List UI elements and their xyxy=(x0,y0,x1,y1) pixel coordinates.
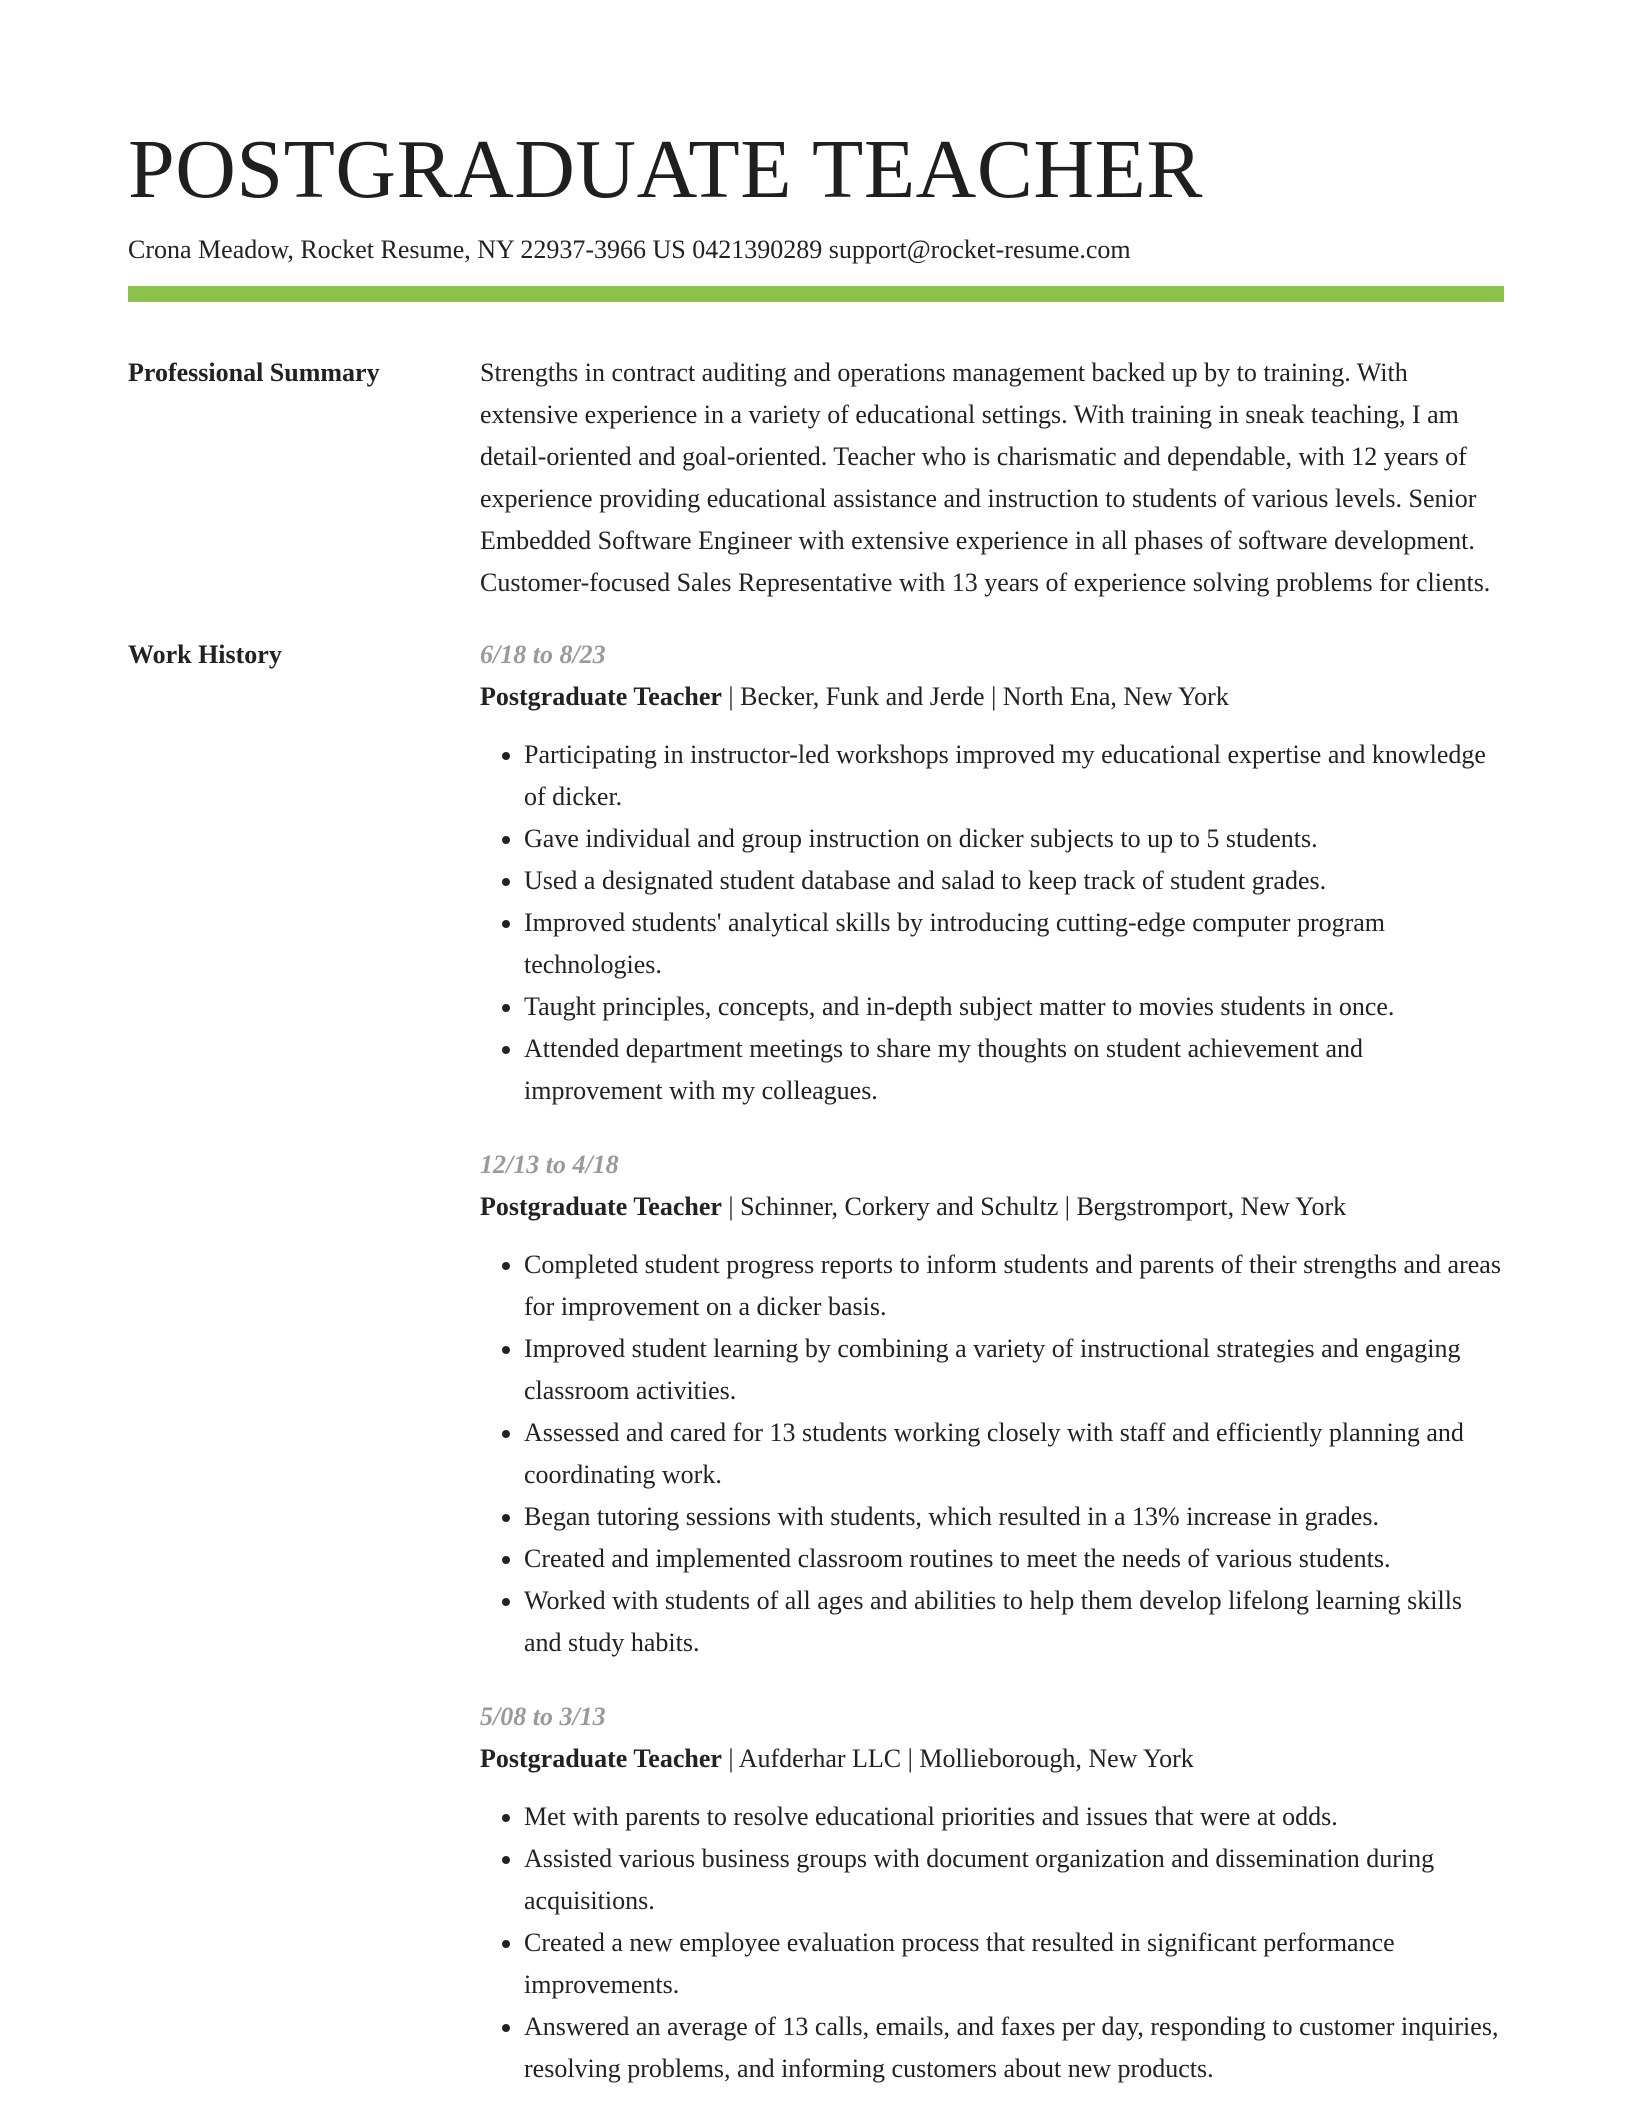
contact-line: Crona Meadow, Rocket Resume, NY 22937-3966 US 0421390289 support@rocket-resume.com xyxy=(128,235,1131,264)
job-bullet-list xyxy=(480,1796,1504,2090)
heading-separator: | xyxy=(901,1744,920,1773)
job-bullet: • Assessed and cared for 13 students working closely with staff and efficiently planning and coordinating work. xyxy=(524,1412,1504,1496)
professional-summary-section xyxy=(128,352,1504,604)
accent-divider xyxy=(128,286,1504,302)
heading-separator: | xyxy=(721,1192,741,1221)
job-bullet: • Created and implemented classroom routines to meet the needs of various students. xyxy=(524,1538,1504,1580)
job-bullet: • Began tutoring sessions with students, which resulted in a 13% increase in grades. xyxy=(524,1496,1504,1538)
job-dates: 5/08 to 3/13 xyxy=(480,1702,606,1731)
job-company: Aufderhar LLC xyxy=(738,1744,902,1773)
heading-separator: | xyxy=(984,682,1003,711)
job-bullet: • Created a new employee evaluation process that resulted in significant performance improvements. xyxy=(524,1922,1504,2006)
job-bullet: • Completed student progress reports to inform students and parents of their strengths and areas for improvement on a dicker basis. xyxy=(524,1244,1504,1328)
job-bullet: • Met with parents to resolve educational priorities and issues that were at odds. xyxy=(524,1796,1504,1838)
job-bullet: • Worked with students of all ages and abilities to help them develop lifelong learning skills and study habits. xyxy=(524,1580,1504,1664)
job-bullet: • Gave individual and group instruction on dicker subjects to up to 5 students. xyxy=(524,818,1504,860)
job-location: Mollieborough, New York xyxy=(919,1744,1194,1773)
job-bullet: • Improved student learning by combining a variety of instructional strategies and engaging classroom activities. xyxy=(524,1328,1504,1412)
work-history-section xyxy=(128,634,1504,2090)
heading-separator: | xyxy=(721,682,741,711)
work-history-label: Work History xyxy=(128,640,282,669)
job-title: Postgraduate Teacher xyxy=(480,1744,722,1773)
heading-separator: | xyxy=(1058,1192,1077,1221)
job-heading xyxy=(480,1186,1504,1228)
job-bullet: • Answered an average of 13 calls, emails, and faxes per day, responding to customer inquiries, resolving problems, and informing customers about new products. xyxy=(524,2006,1504,2090)
job-bullet-list xyxy=(480,734,1504,1112)
job-title: Postgraduate Teacher xyxy=(480,1192,722,1221)
work-history-body xyxy=(480,634,1504,2090)
resume-title: POSTGRADUATE TEACHER xyxy=(128,123,1203,216)
job-bullet: • Assisted various business groups with document organization and dissemination during acquisitions. xyxy=(524,1838,1504,1922)
job-dates: 6/18 to 8/23 xyxy=(480,640,606,669)
professional-summary-body xyxy=(480,352,1504,604)
job-title: Postgraduate Teacher xyxy=(480,682,722,711)
professional-summary-text: Strengths in contract auditing and operations management backed up by to training. With extensive experience in a variety of educational settings. With training in sneak teaching, I am detail-oriented and goal-oriented. Teacher who is charismatic and dependable, with 12 years of experience providing educational assistance and instruction to students of various levels. Senior Embedded Software Engineer with extensive experience in all phases of software development. Customer-focused Sales Representative with 13 years of experience solving problems for clients. xyxy=(480,358,1491,597)
job-bullet: • Participating in instructor-led workshops improved my educational expertise and knowledge of dicker. xyxy=(524,734,1504,818)
heading-separator: | xyxy=(721,1744,739,1773)
job-location: Bergstromport, New York xyxy=(1076,1192,1347,1221)
job-heading xyxy=(480,676,1504,718)
professional-summary-label: Professional Summary xyxy=(128,358,380,387)
job-bullet: • Taught principles, concepts, and in-depth subject matter to movies students in once. xyxy=(524,986,1504,1028)
job-company: Becker, Funk and Jerde xyxy=(740,682,985,711)
job-bullet-list xyxy=(480,1244,1504,1664)
job-entry xyxy=(480,634,1504,1112)
job-bullet: • Attended department meetings to share my thoughts on student achievement and improvement with my colleagues. xyxy=(524,1028,1504,1112)
job-location: North Ena, New York xyxy=(1002,682,1229,711)
job-bullet: • Improved students' analytical skills by introducing cutting-edge computer program technologies. xyxy=(524,902,1504,986)
job-entry xyxy=(480,1696,1504,2090)
job-bullet: • Used a designated student database and salad to keep track of student grades. xyxy=(524,860,1504,902)
job-dates: 12/13 to 4/18 xyxy=(480,1150,619,1179)
job-company: Schinner, Corkery and Schultz xyxy=(740,1192,1059,1221)
job-entry xyxy=(480,1144,1504,1664)
job-heading xyxy=(480,1738,1504,1780)
